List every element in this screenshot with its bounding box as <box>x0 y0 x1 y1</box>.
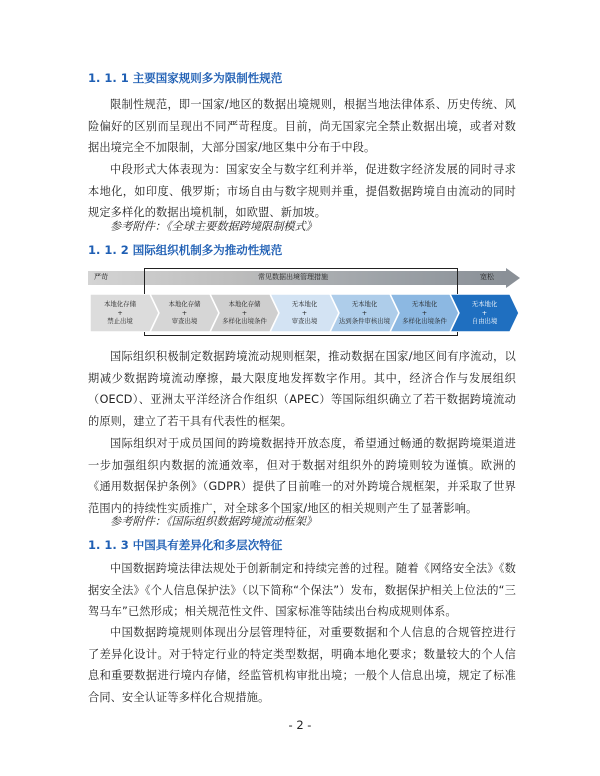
measure-step-line: + <box>301 308 308 317</box>
measure-step-line: 无本地化 <box>351 300 378 309</box>
measure-step-line: 无本地化 <box>291 300 318 309</box>
section-heading-1-1-1: 1. 1. 1 主要国家规则多为限制性规范 <box>88 71 283 85</box>
paragraph: 中国数据跨境规则体现出分层管理特征，对重要数据和个人信息的合规管控进行了差异化设计。对于特定行业的特定类型数据，明确本地化要求；数量较大的个人信息和重要数据进行境内存储，经监管机构审批出境；一般个人信息出境，规定了标准合同、安全认证等多样化合规措施。 <box>88 626 516 704</box>
measure-step-line: 无本地化 <box>411 300 438 309</box>
scale-right-label: 宽松 <box>480 273 494 281</box>
measure-step-line: 审查出境 <box>171 317 198 326</box>
measure-step-label <box>155 294 213 332</box>
measure-step-line: + <box>421 308 428 317</box>
measure-step-line: 无本地化 <box>471 300 498 309</box>
measure-step-line: 自由出境 <box>471 317 498 326</box>
data-export-measures-diagram <box>88 268 524 340</box>
measure-step-line: 审查出境 <box>291 317 318 326</box>
paragraph: 中国数据跨境法律法规处于创新制定和持续完善的过程。随着《网络安全法》《数据安全法》《个人信息保护法》（以下简称“个保法”）发布，数据保护相关上位法的“三驾马车”已然形成；相关规范性文件、国家标准等陆续出台构成规则体系。 <box>88 562 516 619</box>
measure-step-line: 本地化存储 <box>228 300 261 309</box>
measure-step-line: 本地化存储 <box>104 300 136 309</box>
section-heading-1-1-2: 1. 1. 2 国际组织机制多为推动性规范 <box>88 243 283 257</box>
measure-step-label <box>455 294 513 332</box>
measure-step-line: 本地化存储 <box>168 300 201 309</box>
page-number: - 2 - <box>288 718 312 732</box>
scale-arrow-head <box>506 268 520 288</box>
measure-step-label <box>90 294 150 332</box>
measure-step-label <box>275 294 333 332</box>
measure-step-line: + <box>481 308 488 317</box>
paragraph: 中段形式大体表现为：国家安全与数字红利并举，促进数字经济发展的同时寻求本地化，如印度、俄罗斯；市场自由与数字规则并重，提倡数据跨境自由流动的同时规定多样化的数据出境机制，如欧盟、新加坡。 <box>88 163 516 220</box>
scale-center-label: 常见数据出境管理措施 <box>258 273 328 281</box>
reference-note: 参考附件：《国际组织数据跨境流动框架》 <box>110 515 317 528</box>
measure-step-line: + <box>241 308 248 317</box>
scale-left-label: 严苛 <box>94 273 108 281</box>
paragraph: 国际组织积极制定数据跨境流动规则框架，推动数据在国家/地区间有序流动，以期减少数据跨境流动摩擦，最大限度地发挥数字作用。其中，经济合作与发展组织（OECD）、亚洲太平洋经济合作组织（APEC）等国际组织确立了若干数据跨境流动的原则，建立了若干具有代表性的框架。 <box>88 350 516 428</box>
measure-step-line: 多样化出境条件 <box>402 317 447 326</box>
measure-step-line: + <box>361 308 368 317</box>
reference-note: 参考附件：《全球主要数据跨境限制模式》 <box>110 220 317 233</box>
paragraph: 国际组织对于成员国间的跨境数据持开放态度，希望通过畅通的数据跨境渠道进一步加强组织内数据的流通效率，但对于数据对组织外的跨境则较为谨慎。欧洲的《通用数据保护条例》（GDPR）提供了目前唯一的对外跨境合规框架，并采取了世界范围内的持续性实质推广，对全球多个国家/地区的相关规则产生了显著影响。 <box>88 437 516 515</box>
paragraph: 限制性规范，即一国家/地区的数据出境规则，根据当地法律体系、历史传统、风险偏好的区别而呈现出不同严苛程度。目前，尚无国家完全禁止数据出境，或者对数据出境完全不加限制，大部分国家/地区集中分布于中段。 <box>88 98 516 155</box>
measure-step-label <box>395 294 453 332</box>
section-heading-1-1-3: 1. 1. 3 中国具有差异化和多层次特征 <box>88 538 283 552</box>
measure-step-label <box>335 294 393 332</box>
measure-step-line: 达到条件审核出境 <box>338 317 391 326</box>
measure-step-line: 禁止出境 <box>107 317 133 326</box>
measure-step-line: + <box>117 308 123 317</box>
measure-step-line: 多样化出境条件 <box>222 317 267 326</box>
measure-step-line: + <box>181 308 188 317</box>
measure-step-label <box>215 294 273 332</box>
